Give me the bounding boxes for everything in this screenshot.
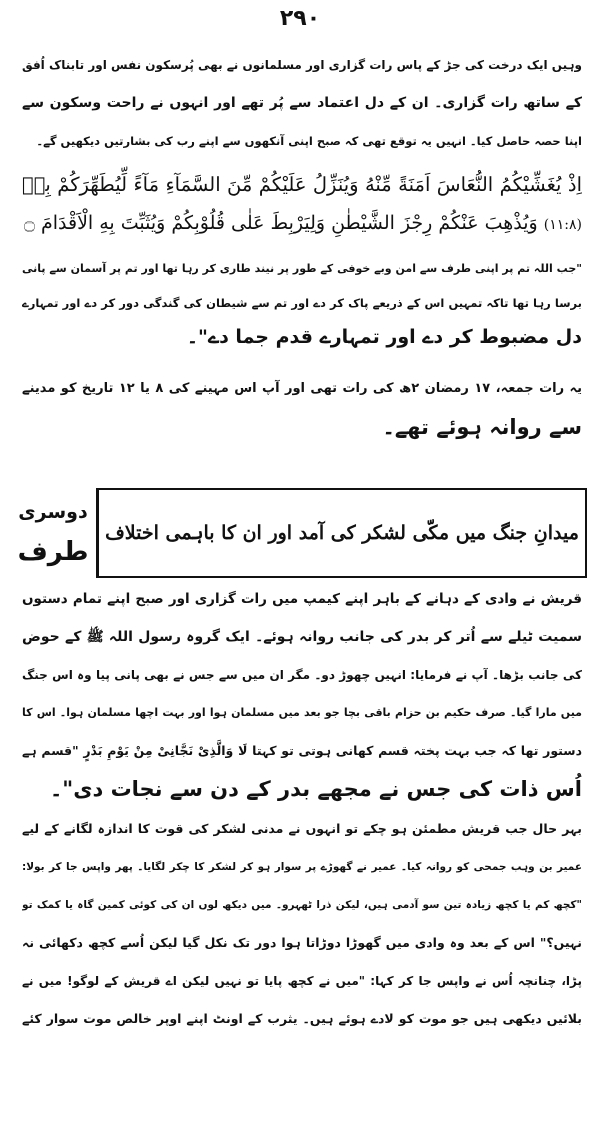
date-note-paragraph xyxy=(22,370,582,446)
verse-reference: (١١:٨) xyxy=(543,217,582,233)
text-line: نہیں؟" اس کے بعد وہ وادی میں گھوڑا دوڑاتا ہوا دور تک نکل گیا لیکن اُسے کچھ دکھائی نہ xyxy=(22,935,582,950)
section-title: میدانِ جنگ میں مکّی لشکر کی آمد اور ان کا باہمی اختلاف xyxy=(105,522,579,544)
text-line: برسا رہا تھا تاکہ تمہیں اس کے ذریعے پاک کر دے اور تم سے شیطان کی گندگی دور کر دے اور تمہارے xyxy=(22,296,582,310)
section-heading xyxy=(14,488,586,580)
body-paragraph-2 xyxy=(22,810,582,1038)
section-title-box xyxy=(96,488,587,578)
text-line: قریش نے وادی کے دہانے کے باہر اپنے کیمپ میں رات گزاری اور صبح اپنے تمام دستوں xyxy=(22,591,582,607)
side-label xyxy=(14,492,92,576)
verse-line: اِذْ يُغَشِّيْكُمُ النُّعَاسَ اَمَنَةً مِّنْهُ وَيُنَزِّلُ عَلَيْكُمْ مِّنَ السَّمَآءِ مَآءً لِّيُطَهِّرَكُمْ بِهٖ xyxy=(22,173,582,196)
text-line: سے روانہ ہوئے تھے۔ xyxy=(382,415,582,439)
translation-paragraph xyxy=(22,252,582,354)
text-line: عمیر بن وہب جمحی کو روانہ کیا۔ عمیر نے گھوڑے پر سوار ہو کر لشکر کا چکر لگایا۔ پھر واپس جا کر بولا: xyxy=(22,861,582,873)
text-line: "کچھ کم یا کچھ زیادہ تین سو آدمی ہیں، لیکن ذرا ٹھہرو۔ میں دیکھ لوں ان کی کوئی کمین گاہ یا کمک تو xyxy=(22,899,582,911)
page-number: ٢٩٠ xyxy=(279,6,321,31)
text-line: کے ساتھ رات گزاری۔ ان کے دل اعتماد سے پُر تھے اور انہوں نے راحت وسکون سے xyxy=(22,95,582,111)
quran-verse xyxy=(22,166,582,242)
verse-text: وَيُذْهِبَ عَنْكُمْ رِجْزَ الشَّيْطٰنِ وَلِيَرْبِطَ عَلٰى قُلُوْبِكُمْ وَيُثَبِّتَ بِهِ الْاَقْدَامَ ۝ xyxy=(23,212,538,234)
text-line: اپنا حصہ حاصل کیا۔ انہیں یہ توقع تھی کہ صبح اپنی آنکھوں سے اپنے رب کی بشارتیں دیکھیں گے۔ xyxy=(36,134,582,148)
text-line: کی جانب بڑھا۔ آپ نے فرمایا: انہیں چھوڑ دو۔ مگر ان میں سے جس نے بھی پانی پیا وہ اس جنگ xyxy=(22,668,582,682)
text-line: "جب اللہ تم پر اپنی طرف سے امن وبے خوفی کے طور پر نیند طاری کر رہا تھا اور تم پر آسمان سے پانی xyxy=(22,262,582,275)
verse-line xyxy=(22,204,582,242)
text-line: پڑا، چنانچہ اُس نے واپس جا کر کہا: "میں نے کچھ پایا تو نہیں لیکن اے قریش کے لوگو! میں نے xyxy=(22,974,582,988)
text-line: بہر حال جب قریش مطمئن ہو چکے تو انہوں نے مدنی لشکر کی قوت کا اندازہ لگانے کے لیے xyxy=(22,821,582,836)
side-label-line: طرف xyxy=(17,537,89,567)
text-line: دل مضبوط کر دے اور تمہارے قدم جما دے"۔ xyxy=(186,326,582,348)
text-line: وہیں ایک درخت کی جڑ کے پاس رات گزاری اور مسلمانوں نے بھی پُرسکون نفس اور تابناک اُفق xyxy=(22,58,582,72)
text-line: دستور تھا کہ جب بہت پختہ قسم کھانی ہوتی تو کہتا لَا وَالَّذِیْ نَجَّانِیْ مِنْ یَوْمِ بَدْرٍ "قسم ہے xyxy=(22,743,582,758)
side-label-line: دوسری xyxy=(18,501,88,523)
body-paragraph-1 xyxy=(22,580,582,808)
text-line: بلائیں دیکھی ہیں جو موت کو لادے ہوئے ہیں۔ یثرب کے اونٹ اپنے اوپر خالص موت سوار کئے xyxy=(22,1011,582,1026)
text-line: اُس ذات کی جس نے مجھے بدر کے دن سے نجات دی"۔ xyxy=(49,777,582,801)
intro-paragraph xyxy=(22,46,582,160)
text-line: سمیت ٹیلے سے اُتر کر بدر کی جانب روانہ ہوئے۔ ایک گروہ رسول اللہ ﷺ کے حوض xyxy=(22,629,582,645)
text-line: میں مارا گیا۔ صرف حکیم بن حزام باقی بچا جو بعد میں مسلمان ہوا اور بہت اچھا مسلمان ہوا۔ اس کا xyxy=(22,706,582,719)
text-line: یہ رات جمعہ، ١٧ رمضان ٢ھ کی رات تھی اور آپ اس مہینے کی ٨ یا ١٢ تاریخ کو مدینے xyxy=(22,381,582,396)
